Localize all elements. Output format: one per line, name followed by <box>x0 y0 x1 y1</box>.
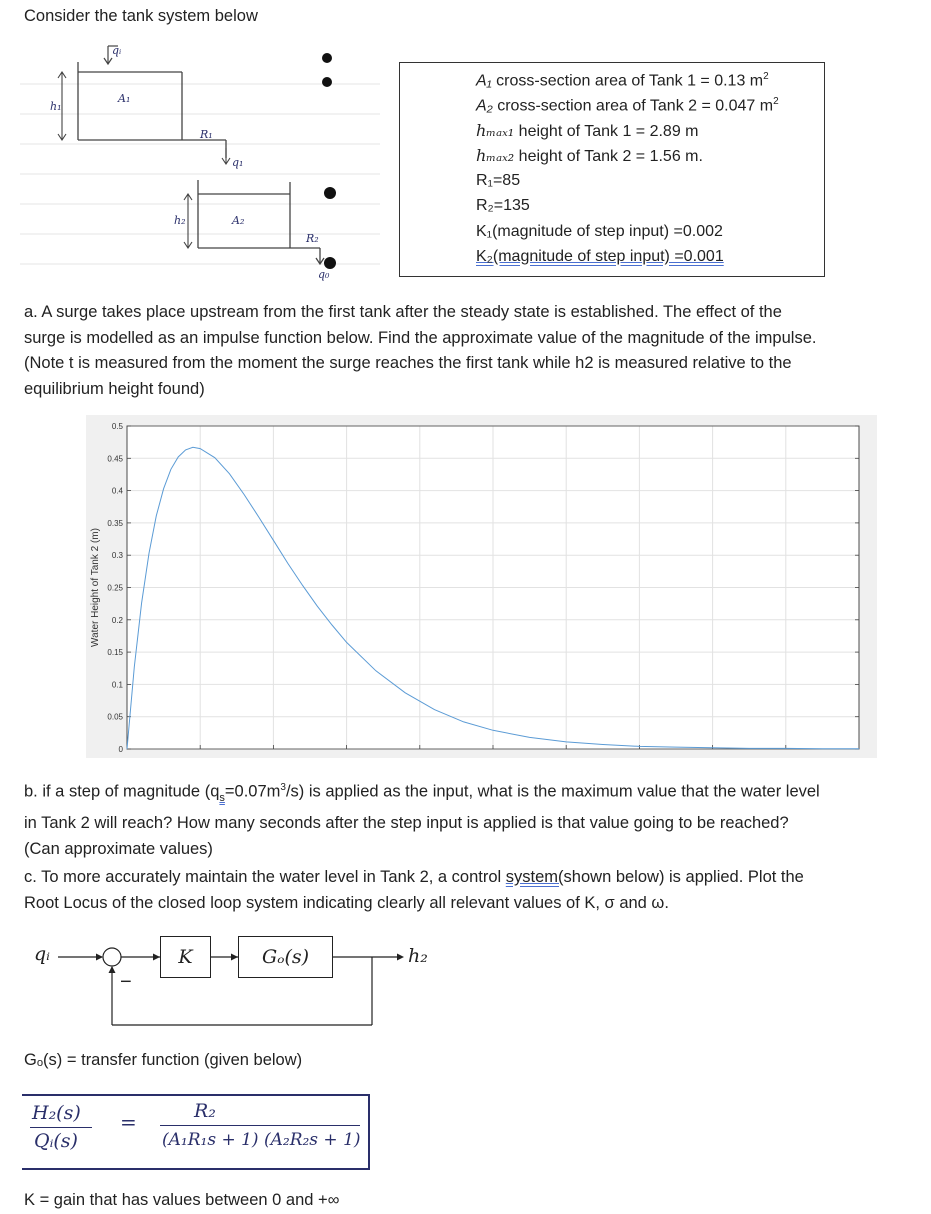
y-tick-label: 0.3 <box>111 551 123 561</box>
tank-2-outline <box>198 180 324 264</box>
tf-frac-line-left <box>30 1127 92 1128</box>
gain-block: K <box>160 936 211 978</box>
sketch-label-A2: A₂ <box>232 214 245 227</box>
sketch-label-R1: R₁ <box>200 128 213 141</box>
tf-bottom-rule <box>22 1168 370 1170</box>
y-tick-label: 0.25 <box>107 583 123 593</box>
binder-holes <box>322 53 336 269</box>
bd-input-label: qᵢ <box>34 943 50 965</box>
tf-num-right: R₂ <box>194 1100 216 1122</box>
y-tick-label: 0.15 <box>107 648 123 658</box>
chart-area <box>86 415 877 758</box>
sketch-label-h2: h₂ <box>174 214 186 227</box>
y-tick-label: 0.45 <box>107 454 123 464</box>
bd-output-label: h₂ <box>408 945 428 967</box>
y-tick-label: 0.05 <box>107 712 123 722</box>
param-hmax2: hₘₐₓ₂ height of Tank 2 = 1.56 m. <box>476 146 703 165</box>
question-c: c. To more accurately maintain the water level in Tank 2, a control system(shown below) is applied. Plot the Root Locus of the closed loop system indicating clearly all relevant values of K, σ and ω. <box>24 868 804 912</box>
plant-block: Gₒ(s) <box>238 936 333 978</box>
go-definition: Gₒ(s) = transfer function (given below) <box>24 1051 303 1069</box>
question-a: a. A surge takes place upstream from the first tank after the steady state is established. The effect of the surge is modelled as an impulse function below. Find the approximate value of the magnitude of the impulse. (Note t is measured from the moment the surge reaches the first tank while h2 is measured relative to the equilibrium height found) <box>24 303 817 398</box>
y-tick-label: 0.1 <box>111 680 123 690</box>
sketch-label-h1: h₁ <box>50 100 62 113</box>
param-k1: K₁(magnitude of step input) =0.002 <box>476 223 723 240</box>
feedback-sign: − <box>120 971 132 993</box>
tf-num-left: H₂(s) <box>32 1102 81 1124</box>
tf-frac-line-right <box>160 1125 360 1126</box>
y-axis-label: Water Height of Tank 2 (m) <box>90 528 101 647</box>
transfer-function <box>22 1092 372 1172</box>
tf-right-bar <box>368 1094 370 1168</box>
param-r1: R₁=85 <box>476 172 521 189</box>
y-tick-label: 0 <box>118 745 123 754</box>
parameter-box <box>399 62 825 277</box>
sketch-label-qo: q₀ <box>318 268 330 281</box>
intro-text: Consider the tank system below <box>24 7 258 25</box>
tf-den-right: (A₁R₁s + 1) (A₂R₂s + 1) <box>162 1130 361 1150</box>
sketch-label-A1: A₁ <box>118 92 131 105</box>
tf-den-left: Qᵢ(s) <box>34 1130 78 1152</box>
sketch-label-qi: qᵢ <box>112 44 122 57</box>
y-tick-label: 0.5 <box>111 422 123 431</box>
param-a2: A₂ cross-section area of Tank 2 = 0.047 $m^2$ <box>476 96 779 115</box>
tf-equals: = <box>120 1110 137 1134</box>
question-b: b. if a step of magnitude $(q_s=0.07m^3/s)$ is applied as the input, what is the maximum value that the water level in Tank 2 will reach? How many seconds after the step input is applied is that value going to be reached? (Can approximate values) <box>24 782 820 858</box>
y-tick-label: 0.35 <box>107 518 123 528</box>
tf-top-rule <box>22 1094 368 1096</box>
block-diagram-wires <box>0 920 460 1040</box>
y-tick-label: 0.2 <box>111 615 123 625</box>
sketch-label-R2: R₂ <box>306 232 319 245</box>
impulse-response-chart <box>86 415 877 758</box>
sketch-label-q1: q₁ <box>232 156 244 169</box>
tank-sketch <box>20 36 380 281</box>
param-hmax1: hₘₐₓ₁ height of Tank 1 = 2.89 m <box>476 121 699 140</box>
y-tick-label: 0.4 <box>111 486 123 496</box>
param-r2: R₂=135 <box>476 197 530 214</box>
param-k2: K₂(magnitude of step input) =0.001 <box>476 248 724 265</box>
param-a1: A₁ cross-section area of Tank 1 = 0.13 $m^2$ <box>476 71 769 90</box>
k-range: K = gain that has values between 0 and +∞ <box>24 1191 340 1209</box>
